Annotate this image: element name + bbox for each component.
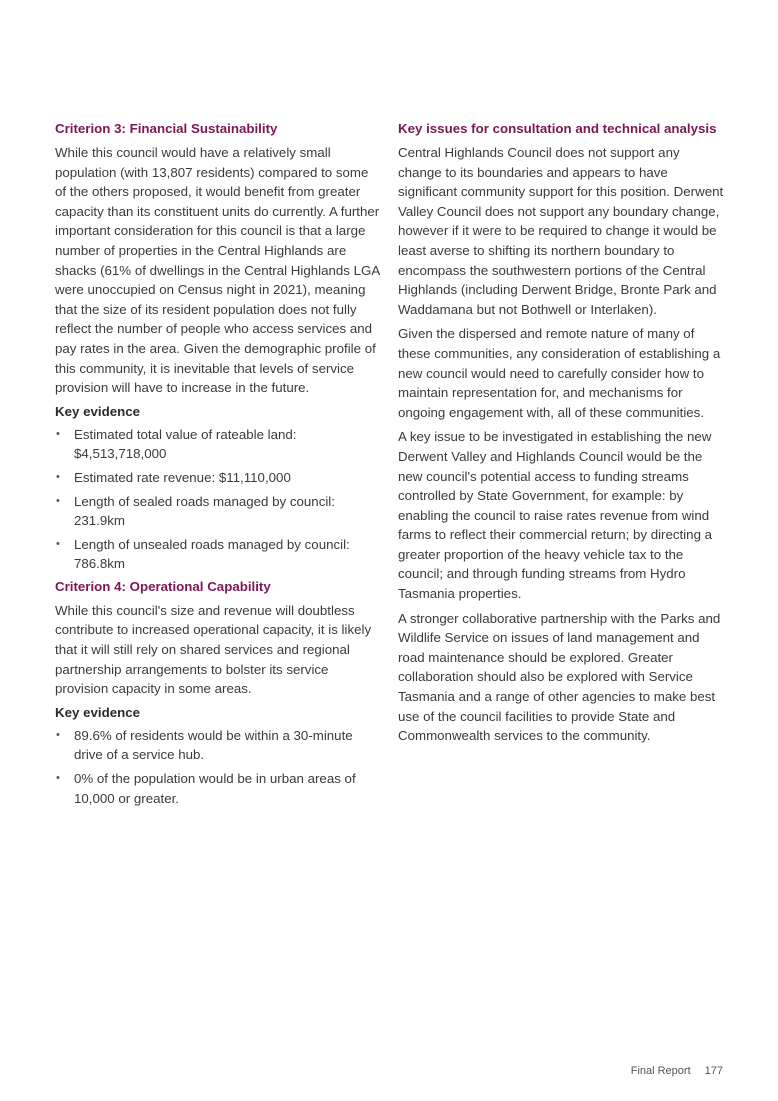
criterion-3-heading: Criterion 3: Financial Sustainability xyxy=(55,121,278,136)
bullet-icon: • xyxy=(56,494,60,507)
evidence-text: 89.6% of residents would be within a 30-minute drive of a service hub. xyxy=(74,727,353,763)
bullet-icon: • xyxy=(56,728,60,741)
criterion-3-paragraph: While this council would have a relatively small population (with 13,807 residents) compared to some of the others proposed, it would benefit from greater capacity than its constituent units do currently. A further important consideration for this council is that a large number of properties in the Central Highlands are shacks (61% of dwellings in the Central Highlands LGA were unoccupied on Census night in 2021), meaning that the size of its resident population does not fully reflect the number of people who access services and pay rates in the area. Given the demographic profile of this community, it is inevitable that levels of service provision will have to increase in the future. xyxy=(55,145,380,396)
evidence-list-item xyxy=(55,492,381,531)
criterion-4-heading: Criterion 4: Operational Capability xyxy=(55,578,271,594)
key-issues-paragraph: Central Highlands Council does not support any change to its boundaries and appears to have significant community support for this position. Derwent Valley Council does not support any boundary change, however if it were to be required to change it would be least averse to shifting its northern boundary to encompass the southwestern portions of the Central Highlands (including Derwent Bridge, Bronte Park and Waddamana but not Bothwell or Interlaken). xyxy=(398,145,724,317)
evidence-text: Estimated rate revenue: $11,110,000 xyxy=(74,469,291,485)
left-column xyxy=(55,120,381,812)
right-column xyxy=(398,120,724,751)
criterion-4-paragraph: While this council's size and revenue will doubtless contribute to increased operational capacity, it is likely that it will still rely on shared services and regional partnership arrangements to bolster its service provision capacity in some areas. xyxy=(55,602,372,697)
bullet-icon: • xyxy=(56,427,60,440)
key-issues-paragraph: A stronger collaborative partnership with the Parks and Wildlife Service on issues of land management and road maintenance should be explored. Greater collaboration should also be explored with Service Tasmania and a range of other agencies to make best use of the council facilities to provide State and Commonwealth services to the community. xyxy=(398,610,721,744)
key-issues-paragraph: Given the dispersed and remote nature of many of these communities, any consideration of establishing a new council would need to carefully consider how to maintain representation for, and mechanisms for ongoing engagement with, all of these communities. xyxy=(398,326,721,420)
bullet-icon: • xyxy=(56,772,60,785)
evidence-list-item xyxy=(55,535,381,574)
evidence-text: 0% of the population would be in urban areas of 10,000 or greater. xyxy=(74,771,356,806)
evidence-list-1 xyxy=(55,425,381,574)
bullet-icon: • xyxy=(56,470,60,483)
evidence-text: Length of sealed roads managed by council: 231.9km xyxy=(74,493,335,529)
evidence-list-2 xyxy=(55,726,381,808)
footer-label: Final Report xyxy=(630,1065,691,1077)
evidence-list-item xyxy=(55,726,381,765)
page-footer xyxy=(631,1065,723,1077)
page-number: 177 xyxy=(704,1065,723,1077)
key-evidence-heading-1: Key evidence xyxy=(55,403,141,419)
evidence-text: Estimated total value of rateable land: $4,513,718,000 xyxy=(74,426,297,462)
evidence-text: Length of unsealed roads managed by council: 786.8km xyxy=(74,536,350,572)
evidence-list-item xyxy=(55,468,381,488)
key-issues-heading: Key issues for consultation and technical analysis xyxy=(398,121,717,136)
evidence-list-item xyxy=(55,769,381,808)
bullet-icon: • xyxy=(56,537,60,550)
key-evidence-heading-2: Key evidence xyxy=(55,704,141,720)
evidence-list-item xyxy=(55,425,381,464)
key-issues-paragraph: A key issue to be investigated in establishing the new Derwent Valley and Highlands Council would be the new council's potential access to funding streams controlled by State Government, for example: by enabling the council to raise rates revenue from wind farms to reflect their commercial return; by directing a greater proportion of the heavy vehicle tax to the council; and through funding streams from Hydro Tasmania properties. xyxy=(398,429,713,602)
